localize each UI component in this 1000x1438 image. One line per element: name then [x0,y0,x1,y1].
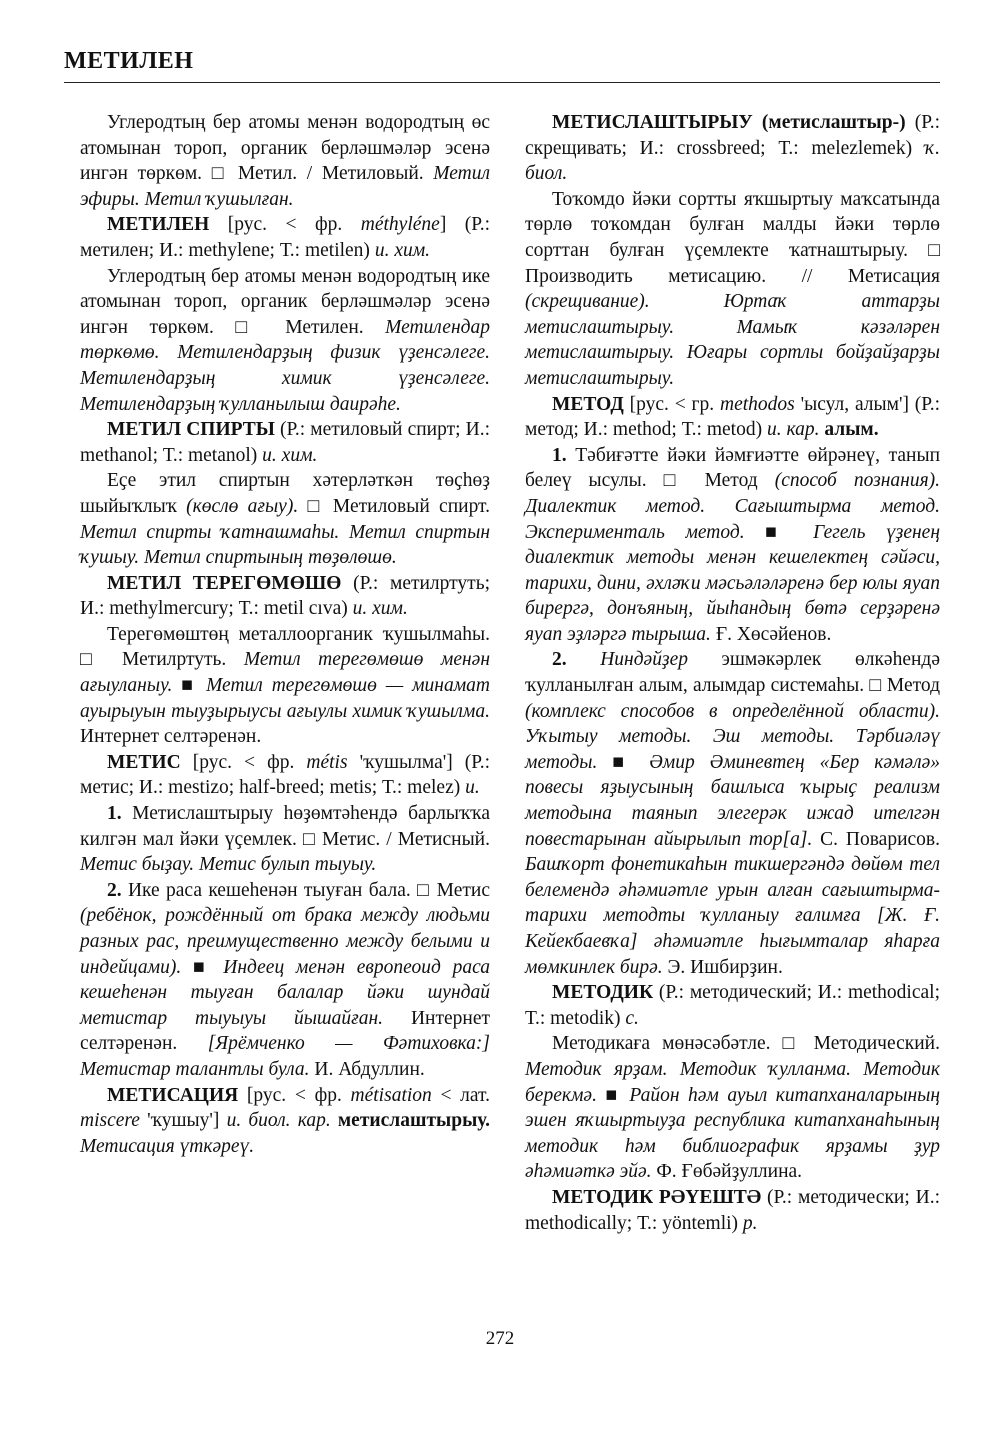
text-run: С. Поварисов. [812,828,940,850]
text-run: [рус. < фр. [180,751,307,773]
italic-run: Район һәм ауыл китапханаларының эшен яҡшыртыуҙа республика китапханаһының методик һәм библиографик ярҙамы ҙур әһәмиәткә эйә. [525,1084,940,1183]
entry-paragraph [80,468,490,570]
text-run: Э. Ишбирҙин. [662,956,783,978]
text-run: □ Метиловый спирт. [298,495,490,517]
italic-run: Метил терегөмөшө менән ағыуланыу. [80,649,490,697]
text-run: ■ [597,751,650,773]
text-run: Ф. Ғөбәйҙуллина. [651,1161,803,1183]
italic-run: Метисация үткәреү. [80,1135,255,1157]
italic-run: р. [742,1212,758,1234]
italic-run: (көслө ағыу). [186,495,299,517]
right-column [525,110,940,1236]
text-run: 'ҡушыу'] [139,1110,227,1132]
headword-run: МЕТОДИК [552,982,654,1004]
italic-run: métis [306,751,348,773]
headword-run: метислаштырыу. [330,1110,490,1132]
text-run: Тоҡомдо йәки сортты яҡшыртыу маҡсатында төрлө тоҡомдан булған малды йәки төрлө сорттан булған үҫемлекте ҡатнаштырыу. □ Производить метисацию. // Метисация [525,188,940,287]
headword-run: 2. [107,879,122,901]
text-run: 'ысул, алым'] (Р.: метод; И.: method; Т.: metod) [525,393,941,441]
entry-paragraph [80,878,490,1083]
entry-paragraph [80,264,490,418]
text-run: Еҫе этил спиртын хәтерләткән төҫһөҙ шыйыҡлыҡ [80,470,490,517]
entry-paragraph [525,392,940,443]
italic-run: Метил спирты ҡатнашмаһы. Метил спиртын ҡушыу. Метил спиртының төҙөлөшө. [80,521,490,569]
italic-run: ҡ. биол. [525,137,940,185]
headword-run: 1. [552,444,567,466]
entry-paragraph [80,622,490,750]
headword-run: МЕТИЛ СПИРТЫ [107,419,275,441]
text-run: [рус. < гр. [623,393,721,415]
entry-paragraph [80,417,490,468]
text-run: (Р.: методически; И.: methodically; Т.: yöntemli) [525,1186,940,1234]
entry-paragraph [80,750,490,801]
italic-run: Метил терегөмөшө — минамат ауырыуын тыуҙырыусы ағыулы химик ҡушылма. [80,675,490,722]
text-run: ] (Р.: метилен; И.: methylene; Т.: metilen) [80,214,491,261]
text-run: [рус. < фр. [209,214,361,236]
text-run: Методикаға мөнәсәбәтле. □ Методический. [552,1033,940,1055]
italic-run: (способ познания). Диалектик метод. Сағыштырма метод. Эксперименталь метод. [525,470,940,543]
text-run: Терегөмөштөң металлоорганик ҡушылмаһы. □ Метилртуть. [80,623,490,671]
italic-run: Метил эфиры. Метил ҡушылған. [80,163,490,210]
italic-run: и. хим. [262,444,318,466]
text-run: Интернет селтәренән. [80,1007,490,1055]
italic-run: Индеец менән европеоид раса кешеһенән тыуған балалар йәки шундай метистар тыуыуы йышайған. [80,956,490,1029]
text-run: (Р.: метиловый спирт; И.: methanol; Т.: metanol) [80,419,490,466]
entry-paragraph [525,187,940,392]
entry-paragraph [80,571,490,622]
italic-run: Ниндәйҙер [600,649,688,671]
text-run: Ғ. Хөсәйенов. [710,623,832,645]
headword-run: МЕТИСАЦИЯ [107,1084,239,1106]
text-run: ■ [596,1084,630,1106]
italic-run: Гегель үҙенең диалектик методы менән кешелектең сәйәси, тарихи, дини, әхләҡи мәсьәләләренә бер юлы яуап бирергә, донъяның, йыһандың бөтә серҙәренә яуап эҙләргә тырыша. [525,521,940,645]
text-run: Углеродтың бер атомы менән водородтың ике атомынан тороп, органик берләшмәләр эсенә ингән төркөм. □ Метилен. [80,265,490,338]
headword-run: МЕТИСЛАШТЫРЫУ (метислаштыр-) [552,112,906,133]
entry-paragraph [525,1185,940,1236]
headword-run: МЕТИЛЕН [107,214,210,236]
italic-run: и. кар. [766,419,820,441]
italic-run: и. биол. кар. [226,1110,331,1132]
page-number: 272 [485,1328,515,1349]
text-run: ■ [744,521,814,543]
entry-paragraph [525,647,940,980]
italic-run: métisation [350,1084,432,1106]
text-run: Метислаштырыу һөҙөмтәһендә барлыҡҡа килгән мал йәки үҫемлек. □ Метис. / Метисный. [80,803,490,850]
text-run: Интернет селтәренән. [80,726,262,748]
headword-run: 1. [107,803,122,825]
text-run: [рус. < фр. [238,1084,351,1106]
italic-run: [Ярёмченко — Фәтиховка:] Метистар талантлы була. [80,1033,490,1080]
headword-run: алым. [819,419,879,441]
italic-run: Метилендар төркөмө. Метилендарҙың физик үҙенсәлеге. Метилендарҙың химик үҙенсәлеге. Метилендарҙың ҡулланылыш даирәһе. [80,316,490,415]
italic-run: (скрещивание). Юртаҡ аттарҙы метислаштырыу. Мамыҡ кәзәләрен метислаштырыу. Юғары сортлы бойҙайҙарҙы метислаштырыу. [525,291,940,389]
text-run: Тәбиғәтте йәки йәмғиәтте өйрәнеү, танып белеү ысулы. □ Метод [525,444,940,492]
entry-paragraph [525,1031,940,1185]
italic-run: méthyléne [360,214,440,236]
entry-paragraph [525,110,940,187]
italic-run: Башҡорт фонетикаһын тикшергәндә дөйөм тел белемендә әһәмиәтле урын алған сағыштырма-тарихи методты ҡулланыу ғалимға [Ж. Ғ. Кейекбаевҡа] әһәмиәтле һығымталар яһарға мөмкинлек бирә. [525,854,940,978]
headword-run: МЕТИЛ ТЕРЕГӨМӨШӨ [107,572,342,594]
text-run: (Р.: методический; И.: methodical; Т.: metodik) [525,982,940,1029]
italic-run: miscere [80,1110,140,1132]
italic-run: с. [625,1007,639,1029]
text-run: ■ [172,675,207,697]
headword-run: МЕТОД [552,393,624,415]
text-run: эшмәкәрлек өлкәһендә ҡулланылған алым, алымдар системаһы. □ Метод [525,649,940,697]
entry-paragraph [80,801,490,878]
italic-run: Метис быҙау. Метис булып тыуыу. [80,854,377,876]
italic-run: и. хим. [352,598,408,620]
headword-run: 2. [552,649,567,671]
italic-run: Әмир Әминевтең «Бер кәмәлә» повесы яҙыусының башлыса ҡырыҫ реализм методына таянып элегерәк ижад ителгән повестарынан айырылып тор[а]. [525,751,941,850]
entry-paragraph [80,1083,490,1160]
entry-paragraph [525,980,940,1031]
entry-paragraph [80,110,490,212]
text-run: 'ҡушылма'] (Р.: метис; И.: mestizo; half-breed; metis; Т.: melez) [80,751,490,799]
headword-run: МЕТОДИК РӘҮЕШТӘ [552,1186,762,1208]
header-rule [64,82,940,83]
italic-run: (ребёнок, рождённый от брака между людьми разных рас, преимущественно между белыми и индейцами). [80,905,490,978]
italic-run: methodos [720,393,795,415]
entry-paragraph [525,443,940,648]
entry-paragraph [80,212,490,263]
text-run: Ике раса кешеһенән тыуған бала. □ Метис [121,879,490,901]
italic-run: и. хим. [374,239,431,261]
text-run [567,649,601,670]
text-run: Углеродтың бер атомы менән водородтың өс атомынан тороп, органик берләшмәләр эсенә ингән төркөм. □ Метил. / Метиловый. [80,112,490,185]
text-run: (Р.: скрещивать; И.: crossbreed; Т.: melezlemek) [525,112,940,159]
headword-run: МЕТИС [107,751,181,773]
text-run: И. Абдуллин. [309,1058,425,1080]
italic-run: Методик ярҙам. Методик ҡулланма. Методик берекмә. [525,1058,940,1106]
italic-run: (комплекс способов в определённой области). Уҡытыу методы. Эш методы. Тәрбиәләү методы. [525,700,940,773]
text-run: (Р.: метилртуть; И.: methylmercury; Т.: metil cıva) [80,572,491,620]
left-column [80,110,490,1159]
italic-run: и. [465,777,480,799]
text-run: < лат. [431,1084,490,1106]
text-run: ■ [181,956,224,978]
running-head: МЕТИЛЕН [64,48,194,74]
